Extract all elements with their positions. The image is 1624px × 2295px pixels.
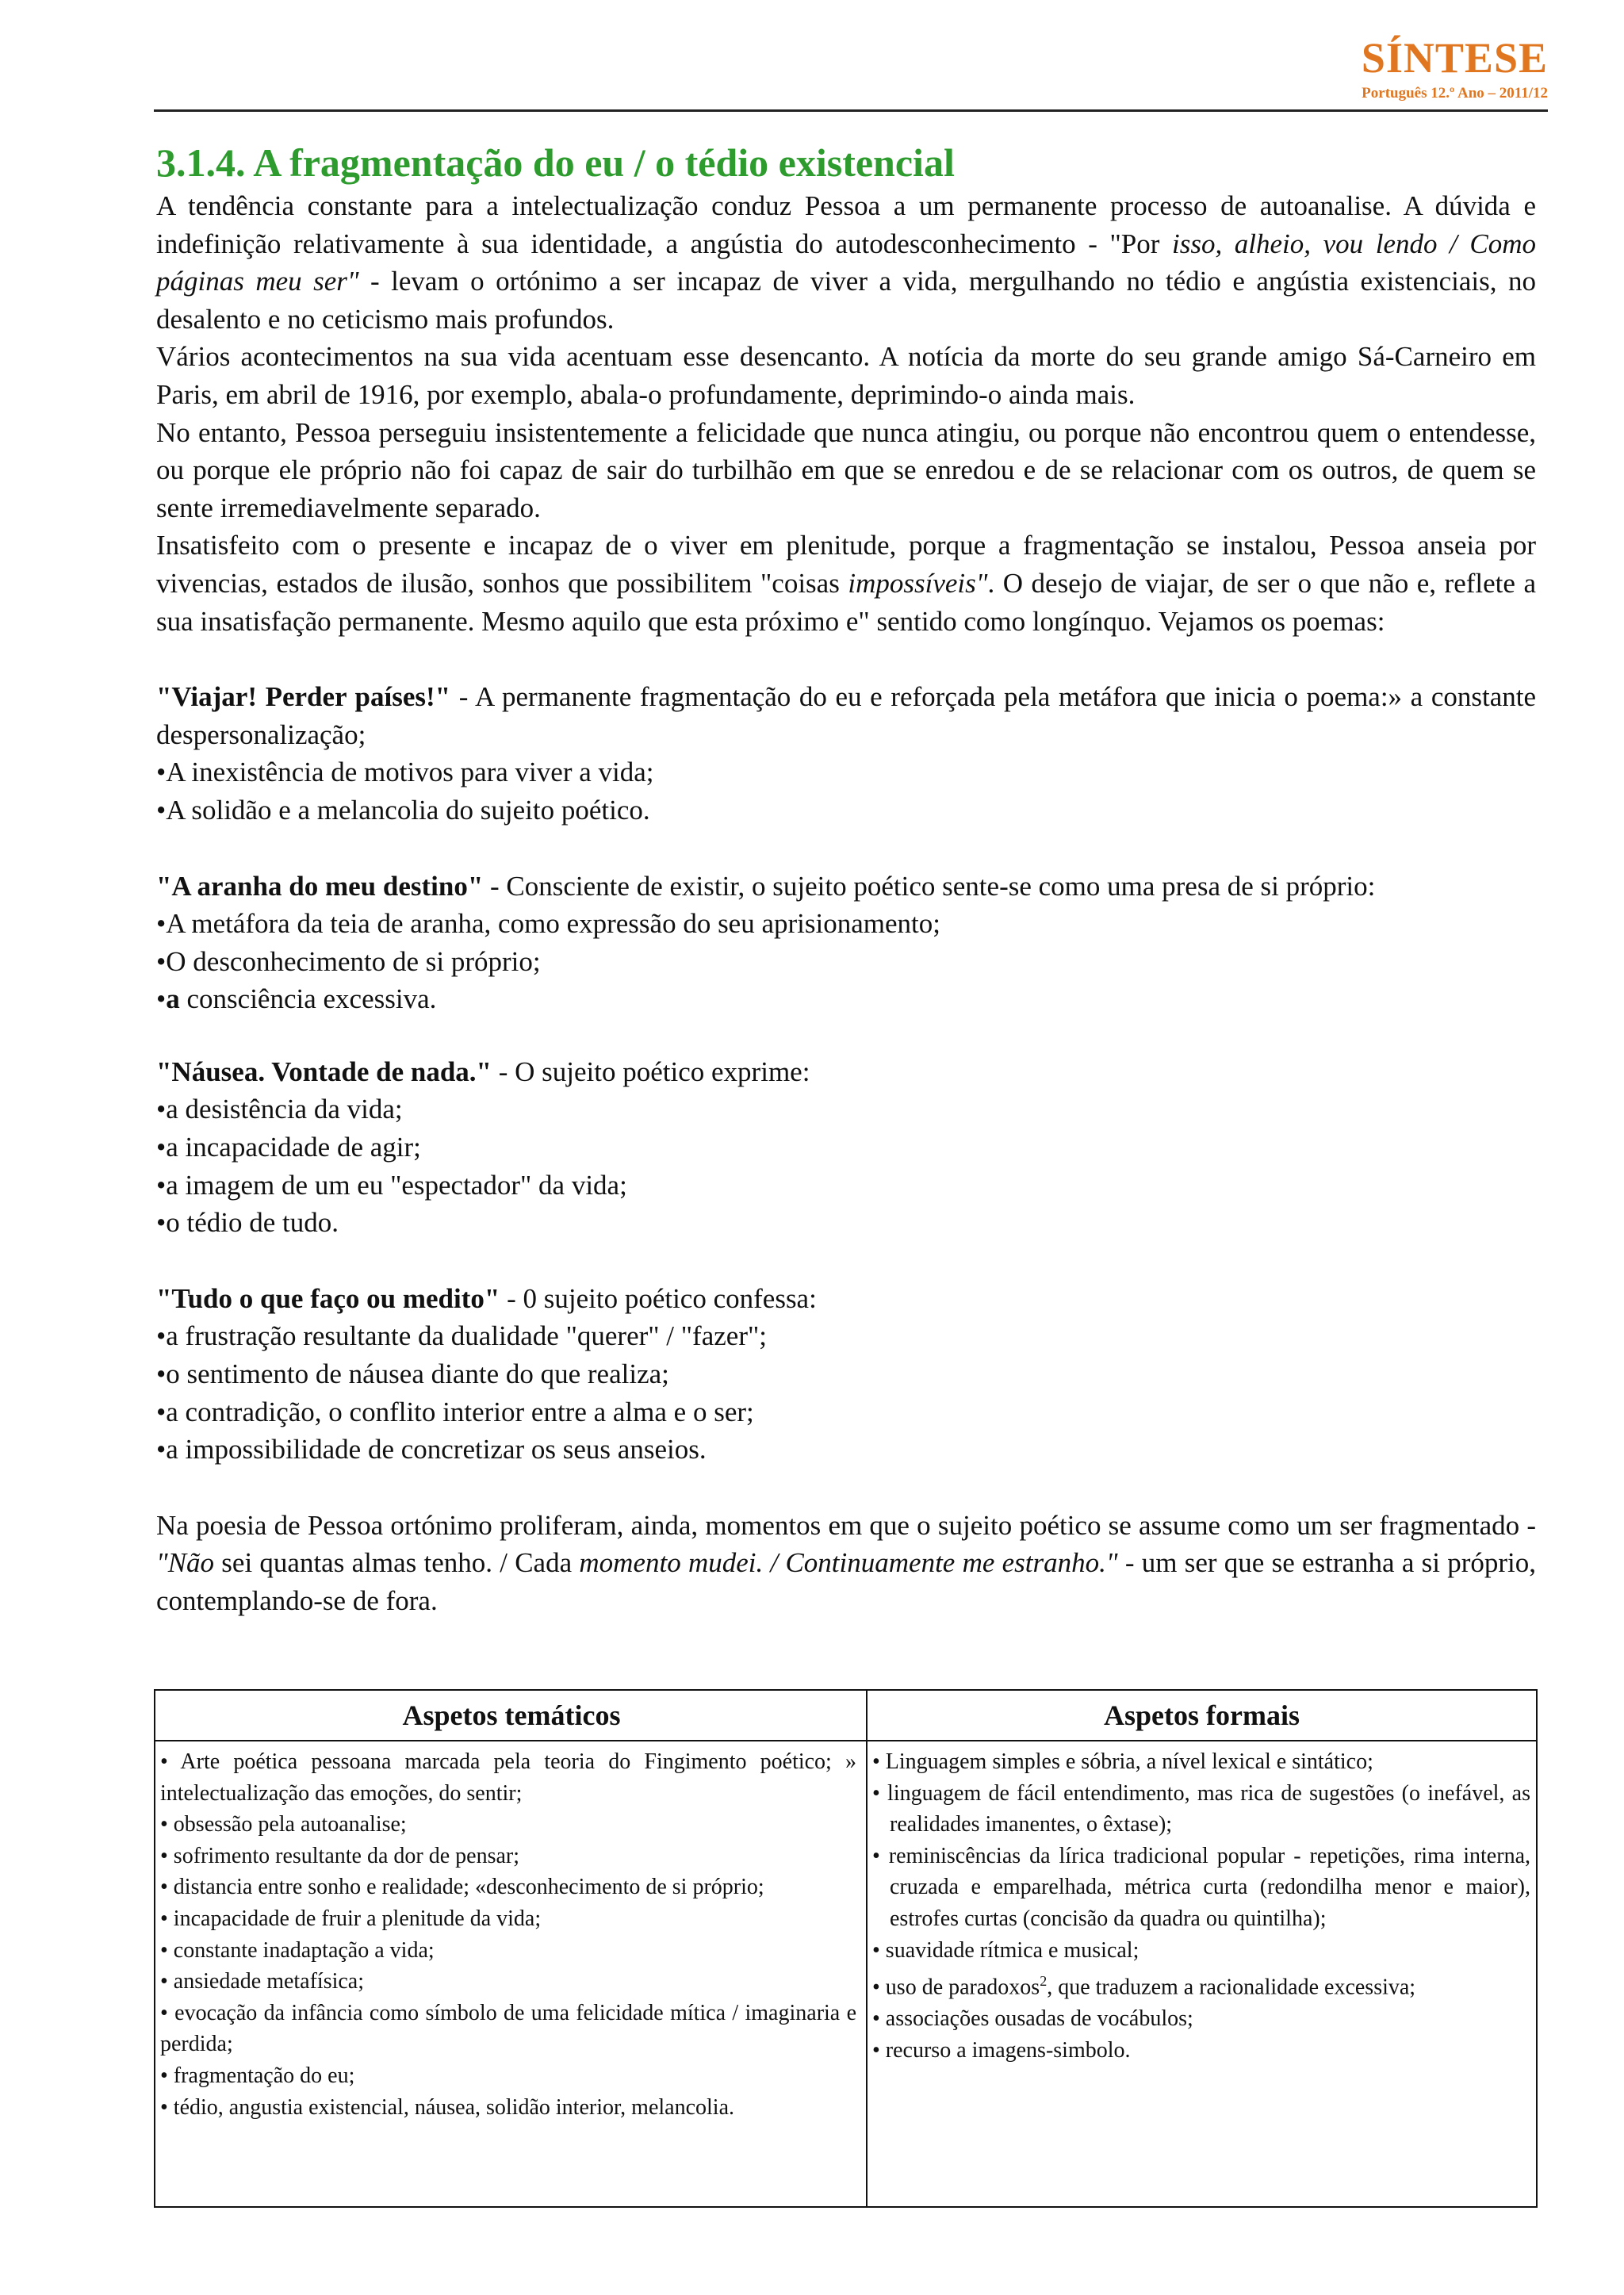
formal-item: • Linguagem simples e sóbria, a nível lexical e sintático;: [872, 1749, 1373, 1774]
spacer: [156, 1242, 1536, 1280]
poem-2-bullet: [156, 980, 1536, 1018]
thematic-item: • obsessão pela autoanalise;: [160, 1812, 407, 1837]
thematic-aspects-cell: [160, 1746, 856, 2123]
thematic-item: • ansiedade metafísica;: [160, 1969, 365, 1994]
intro-paragraph-2: Vários acontecimentos na sua vida acentuam esse desencanto. A notícia da morte do seu grande amigo Sá-Carneiro em Paris, em abril de 1916, por exemplo, abala-o profundamente, deprimindo-o ainda mais.: [156, 341, 1536, 410]
poem-1-lead: [156, 678, 1536, 753]
quote-run: "Não: [156, 1547, 215, 1579]
thematic-item: • distancia entre sonho e realidade; «desconhecimento de si próprio;: [160, 1875, 764, 1900]
text-run: consciência excessiva.: [179, 983, 437, 1015]
section-title: 3.1.4. A fragmentação do eu / o tédio existencial: [156, 140, 955, 185]
intro-paragraph-1: [156, 187, 1536, 338]
intro-paragraph-3: No entanto, Pessoa perseguiu insistentemente a felicidade que nunca atingiu, ou porque não encontrou quem o entendesse, ou porque ele próprio não foi capaz de sair do turbilhão em que se enredou e de se relacionar com os outros, de quem se sente irremediavelmente separado.: [156, 416, 1536, 523]
closing-paragraph: [156, 1507, 1536, 1620]
formal-item: [872, 1966, 1530, 2003]
table-column-divider: [866, 1691, 868, 2206]
header-subtitle: Português 12.º Ano – 2011/12: [1362, 85, 1548, 102]
poem-title: "Viajar! Perder países!": [156, 681, 451, 713]
poem-4-bullet: •a contradição, o conflito interior entre a alma e o ser;: [156, 1396, 754, 1427]
poem-3-bullet: •a imagem de um eu "espectador" da vida;: [156, 1169, 627, 1201]
poem-title: "Náusea. Vontade de nada.": [156, 1056, 492, 1087]
intro-paragraph-4: [156, 527, 1536, 640]
poem-4-lead: [156, 1280, 1536, 1318]
quote-run: isso, alheio, vou lendo / Como páginas meu ser": [156, 228, 1536, 297]
formal-item: • recurso a imagens-simbolo.: [872, 2037, 1131, 2063]
thematic-item: • Arte poética pessoana marcada pela teoria do Fingimento poético; » intelectualização das emoções, do sentir;: [160, 1749, 856, 1806]
poem-lead-text: - A permanente fragmentação do eu e reforçada pela metáfora que inicia o poema:» a constante despersonalização;: [156, 681, 1536, 750]
aspects-table: [154, 1689, 1538, 2208]
poem-title: "Tudo o que faço ou medito": [156, 1282, 500, 1314]
spacer: [156, 1469, 1536, 1507]
thematic-item: • fragmentação do eu;: [160, 2063, 355, 2088]
thematic-item: • evocação da infância como símbolo de uma felicidade mítica / imaginaria e perdida;: [160, 2000, 856, 2057]
poem-1-bullet: •A inexistência de motivos para viver a vida;: [156, 757, 654, 788]
formal-item: • associações ousadas de vocábulos;: [872, 2006, 1193, 2032]
bold-run: a: [166, 983, 180, 1015]
poem-4-bullet: •a frustração resultante da dualidade "querer" / "fazer";: [156, 1320, 767, 1352]
poem-4-bullet: •a impossibilidade de concretizar os seus anseios.: [156, 1434, 707, 1466]
quote-run: momento mudei. / Continuamente me estranho.": [579, 1547, 1118, 1579]
body-text: [156, 187, 1536, 1620]
formal-item: • linguagem de fácil entendimento, mas rica de sugestões (o inefável, as realidades imanentes, o êxtase);: [872, 1780, 1530, 1837]
formal-aspects-cell: [872, 1746, 1530, 2066]
poem-2-lead: [156, 868, 1536, 906]
text-run: A tendência constante para a intelectualização conduz Pessoa a um permanente processo de autoanalise. A dúvida e indefinição relativamente à sua identidade, a angústia do autodesconhecimento - "Por: [156, 190, 1536, 259]
table-header-formal: Aspetos formais: [1104, 1699, 1300, 1731]
text-run: Na poesia de Pessoa ortónimo proliferam, ainda, momentos em que o sujeito poético se assume como um ser fragmentado -: [156, 1509, 1536, 1541]
text-run: , que traduzem a racionalidade excessiva;: [1047, 1975, 1416, 2000]
text-run: - um ser que se estranha a si próprio, contemplando-se de fora.: [156, 1547, 1536, 1616]
poem-2-bullet: •O desconhecimento de si próprio;: [156, 945, 541, 977]
spacer: [156, 640, 1536, 678]
thematic-item: • sofrimento resultante da dor de pensar;: [160, 1843, 519, 1868]
poem-4-bullet: •o sentimento de náusea diante do que realiza;: [156, 1358, 669, 1390]
poem-3-bullet: •a desistência da vida;: [156, 1094, 403, 1125]
spacer: [156, 829, 1536, 868]
formal-item: • suavidade rítmica e musical;: [872, 1937, 1139, 1963]
bullet-mark: •: [156, 983, 167, 1015]
header-divider: [154, 109, 1548, 112]
formal-item: • reminiscências da lírica tradicional popular - repetições, rima interna, cruzada e emparelhada, métrica curta (redondilha menor e maior), estrofes curtas (concisão da quadra ou quintilha);: [872, 1843, 1530, 1931]
poem-3-bullet: •o tédio de tudo.: [156, 1207, 339, 1239]
text-run: . O desejo de viajar, de ser o que não e, reflete a sua insatisfação permanente. Mesmo aquilo que esta próximo e" sentido como longínquo. Vejamos os poemas:: [156, 567, 1536, 637]
text-run: Insatisfeito com o presente e incapaz de o viver em plenitude, porque a fragmentação se instalou, Pessoa anseia por vivencias, estados de ilusão, sonhos que possibilitem "coisas: [156, 530, 1536, 599]
poem-lead-text: - Consciente de existir, o sujeito poético sente-se como uma presa de si próprio:: [483, 870, 1376, 902]
spacer: [156, 1018, 1536, 1053]
poem-2-bullet: •A metáfora da teia de aranha, como expressão do seu aprisionamento;: [156, 908, 940, 940]
poem-title: "A aranha do meu destino": [156, 870, 484, 902]
poem-1-bullet: •A solidão e a melancolia do sujeito poético.: [156, 794, 650, 826]
footnote-mark: 2: [1040, 1973, 1048, 1990]
poem-lead-text: - O sujeito poético exprime:: [492, 1056, 810, 1087]
poem-lead-text: - 0 sujeito poético confessa:: [500, 1282, 817, 1314]
text-run: • uso de paradoxos: [872, 1975, 1040, 2000]
text-run: - levam o ortónimo a ser incapaz de viver a vida, mergulhando no tédio e angústia existenciais, no desalento e no ceticismo mais profundos.: [156, 266, 1536, 335]
header-title: SÍNTESE: [1361, 34, 1548, 82]
poem-3-lead: [156, 1053, 1536, 1091]
italic-run: impossíveis": [848, 567, 988, 599]
text-run: sei quantas almas tenho. / Cada: [214, 1547, 580, 1579]
table-header-divider: [155, 1740, 1536, 1741]
poem-3-bullet: •a incapacidade de agir;: [156, 1132, 421, 1163]
thematic-item: • incapacidade de fruir a plenitude da vida;: [160, 1906, 542, 1931]
thematic-item: • constante inadaptação a vida;: [160, 1937, 435, 1963]
thematic-item: • tédio, angustia existencial, náusea, solidão interior, melancolia.: [160, 2094, 735, 2120]
table-header-thematic: Aspetos temáticos: [402, 1699, 621, 1731]
